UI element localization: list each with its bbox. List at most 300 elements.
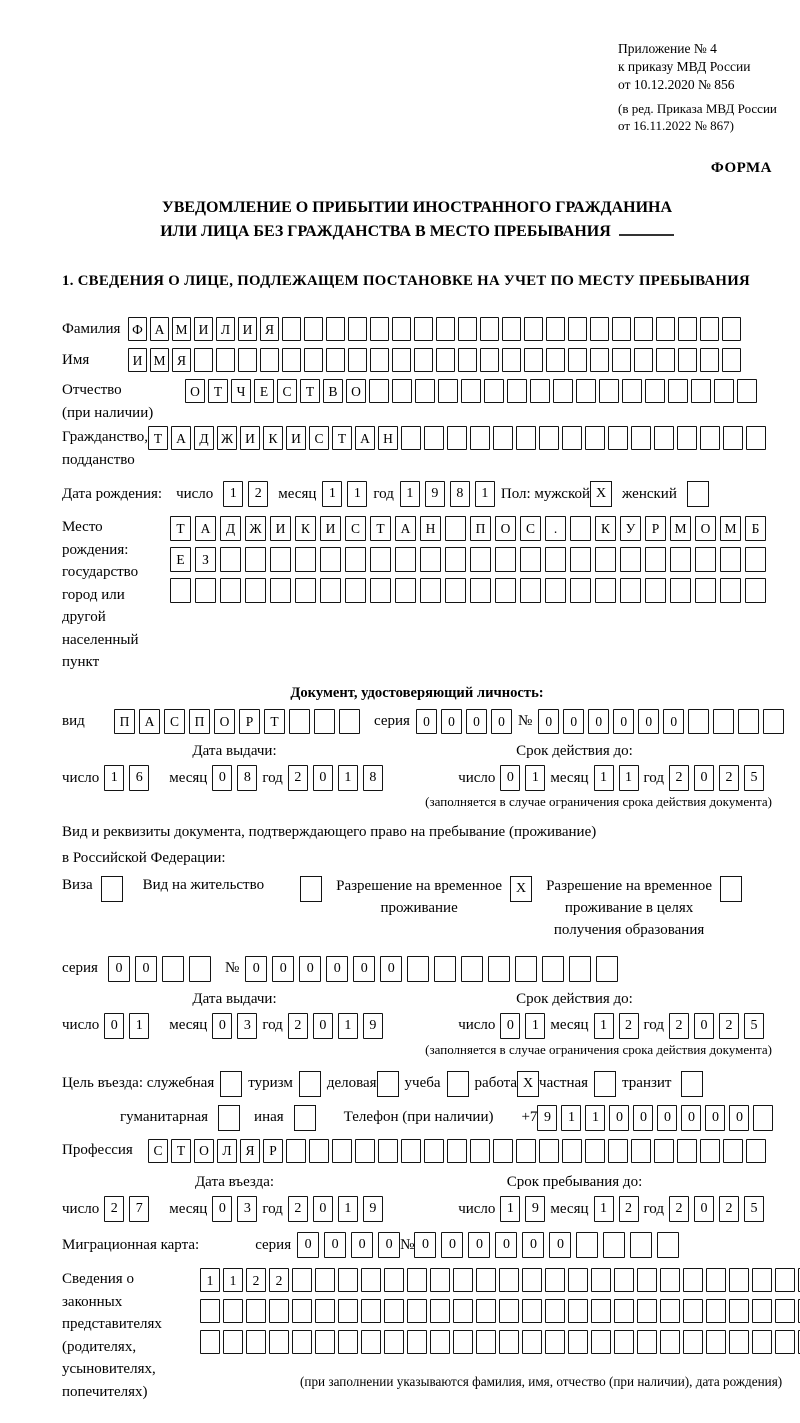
char-box[interactable] [591,1299,611,1323]
char-box[interactable] [614,1330,634,1354]
char-box[interactable] [415,379,435,403]
char-box[interactable] [714,379,734,403]
char-box[interactable]: 0 [212,1196,232,1222]
char-box[interactable] [453,1268,473,1292]
char-box[interactable]: И [320,516,341,541]
char-box[interactable] [424,1139,444,1163]
char-box[interactable] [502,317,521,341]
char-box[interactable] [420,578,441,603]
char-box[interactable] [392,379,412,403]
char-box[interactable]: 8 [450,481,470,507]
char-box[interactable]: А [139,709,160,734]
char-box[interactable] [493,426,513,450]
char-box[interactable]: У [620,516,641,541]
char-box[interactable] [414,348,433,372]
char-box[interactable] [369,379,389,403]
char-box[interactable] [246,1299,266,1323]
char-box[interactable] [520,547,541,572]
char-box[interactable]: Т [264,709,285,734]
char-box[interactable] [569,956,591,982]
char-box[interactable]: 0 [380,956,402,982]
char-box[interactable] [746,426,766,450]
char-box[interactable]: 0 [313,1196,333,1222]
char-box[interactable] [282,317,301,341]
char-box[interactable] [660,1268,680,1292]
char-box[interactable]: 0 [694,1196,714,1222]
char-box[interactable]: 0 [705,1105,725,1131]
char-box[interactable]: 1 [104,765,124,791]
char-box[interactable] [200,1299,220,1323]
char-box[interactable] [245,578,266,603]
char-box[interactable]: 1 [223,1268,243,1292]
char-box[interactable] [700,348,719,372]
char-box[interactable]: 0 [500,1013,520,1039]
char-box[interactable] [630,1232,652,1258]
char-box[interactable]: А [171,426,191,450]
char-box[interactable] [445,516,466,541]
char-box[interactable] [660,1330,680,1354]
char-box[interactable] [539,1139,559,1163]
char-box[interactable]: Р [239,709,260,734]
char-box[interactable] [304,317,323,341]
char-box[interactable]: 2 [248,481,268,507]
char-box[interactable] [753,1105,773,1131]
char-box[interactable] [539,426,559,450]
char-box[interactable]: А [395,516,416,541]
char-box[interactable]: 0 [549,1232,571,1258]
char-box[interactable]: Л [217,1139,237,1163]
char-box[interactable] [596,956,618,982]
char-box[interactable] [729,1330,749,1354]
char-box[interactable] [438,379,458,403]
char-box[interactable] [338,1330,358,1354]
char-box[interactable] [488,956,510,982]
char-box[interactable] [401,426,421,450]
char-box[interactable] [546,348,565,372]
char-box[interactable]: 0 [522,1232,544,1258]
char-box[interactable] [585,1139,605,1163]
char-box[interactable] [562,1139,582,1163]
char-box[interactable] [315,1268,335,1292]
char-box[interactable] [516,1139,536,1163]
char-box[interactable]: 0 [657,1105,677,1131]
char-box[interactable] [507,379,527,403]
char-box[interactable] [775,1268,795,1292]
char-box[interactable]: 9 [363,1013,383,1039]
char-box[interactable]: 0 [491,709,512,734]
checkbox-purpose-official[interactable] [220,1071,242,1097]
char-box[interactable]: 0 [663,709,684,734]
char-box[interactable] [447,1139,467,1163]
char-box[interactable] [407,1299,427,1323]
char-box[interactable] [314,709,335,734]
char-box[interactable] [545,547,566,572]
char-box[interactable] [568,1299,588,1323]
char-box[interactable] [656,317,675,341]
char-box[interactable]: 1 [223,481,243,507]
char-box[interactable] [345,578,366,603]
char-box[interactable]: М [172,317,191,341]
char-box[interactable] [723,1139,743,1163]
char-box[interactable]: 2 [669,1196,689,1222]
char-box[interactable] [590,348,609,372]
char-box[interactable] [220,578,241,603]
char-box[interactable]: П [189,709,210,734]
char-box[interactable] [378,1139,398,1163]
char-box[interactable]: Я [240,1139,260,1163]
char-box[interactable] [282,348,301,372]
char-box[interactable]: О [695,516,716,541]
char-box[interactable] [424,426,444,450]
char-box[interactable] [631,1139,651,1163]
char-box[interactable]: 9 [525,1196,545,1222]
char-box[interactable] [722,317,741,341]
char-box[interactable]: 1 [338,1013,358,1039]
char-box[interactable] [706,1330,726,1354]
char-box[interactable]: Т [170,516,191,541]
char-box[interactable]: 0 [495,1232,517,1258]
char-box[interactable] [603,1232,625,1258]
char-box[interactable] [700,426,720,450]
char-box[interactable]: 0 [353,956,375,982]
char-box[interactable] [476,1268,496,1292]
char-box[interactable] [395,578,416,603]
char-box[interactable] [434,956,456,982]
char-box[interactable] [570,547,591,572]
char-box[interactable] [570,516,591,541]
char-box[interactable] [683,1330,703,1354]
char-box[interactable]: О [194,1139,214,1163]
char-box[interactable]: 2 [669,1013,689,1039]
char-box[interactable] [245,547,266,572]
checkbox-sex-female[interactable] [687,481,709,507]
char-box[interactable]: 2 [288,1013,308,1039]
char-box[interactable] [553,379,573,403]
char-box[interactable] [361,1299,381,1323]
char-box[interactable] [522,1330,542,1354]
char-box[interactable]: Л [216,317,235,341]
char-box[interactable]: 1 [322,481,342,507]
char-box[interactable] [670,547,691,572]
char-box[interactable] [634,348,653,372]
char-box[interactable]: 0 [212,765,232,791]
char-box[interactable] [752,1299,772,1323]
char-box[interactable] [289,709,310,734]
char-box[interactable]: Т [148,426,168,450]
char-box[interactable]: 1 [475,481,495,507]
char-box[interactable]: В [323,379,343,403]
char-box[interactable] [546,317,565,341]
char-box[interactable] [729,1299,749,1323]
char-box[interactable]: С [345,516,366,541]
char-box[interactable]: 1 [561,1105,581,1131]
char-box[interactable] [752,1330,772,1354]
char-box[interactable] [737,379,757,403]
checkbox-purpose-tourism[interactable] [299,1071,321,1097]
char-box[interactable]: М [670,516,691,541]
char-box[interactable] [590,317,609,341]
char-box[interactable] [195,578,216,603]
char-box[interactable] [576,379,596,403]
char-box[interactable] [338,1268,358,1292]
char-box[interactable] [656,348,675,372]
char-box[interactable]: 1 [338,765,358,791]
char-box[interactable]: 1 [347,481,367,507]
char-box[interactable]: 2 [719,1196,739,1222]
char-box[interactable]: Т [370,516,391,541]
checkbox-purpose-private[interactable] [594,1071,616,1097]
char-box[interactable]: 1 [500,1196,520,1222]
char-box[interactable] [688,709,709,734]
char-box[interactable]: И [238,317,257,341]
char-box[interactable] [637,1299,657,1323]
char-box[interactable]: 0 [538,709,559,734]
char-box[interactable]: 2 [288,1196,308,1222]
char-box[interactable]: А [195,516,216,541]
char-box[interactable] [395,547,416,572]
char-box[interactable] [461,379,481,403]
char-box[interactable] [599,379,619,403]
char-box[interactable]: Ж [217,426,237,450]
char-box[interactable] [392,317,411,341]
char-box[interactable] [524,317,543,341]
char-box[interactable] [260,348,279,372]
char-box[interactable] [608,426,628,450]
char-box[interactable]: И [270,516,291,541]
char-box[interactable] [332,1139,352,1163]
char-box[interactable] [480,317,499,341]
char-box[interactable] [545,1268,565,1292]
char-box[interactable] [516,426,536,450]
char-box[interactable]: 0 [324,1232,346,1258]
char-box[interactable] [722,348,741,372]
char-box[interactable]: 0 [313,1013,333,1039]
char-box[interactable] [355,1139,375,1163]
char-box[interactable]: О [185,379,205,403]
char-box[interactable]: 1 [129,1013,149,1039]
char-box[interactable] [738,709,759,734]
char-box[interactable]: 0 [351,1232,373,1258]
char-box[interactable]: 2 [669,765,689,791]
char-box[interactable]: П [114,709,135,734]
char-box[interactable]: 0 [500,765,520,791]
char-box[interactable]: 0 [638,709,659,734]
char-box[interactable] [585,426,605,450]
char-box[interactable] [476,1330,496,1354]
char-box[interactable] [348,317,367,341]
char-box[interactable] [568,1268,588,1292]
char-box[interactable] [295,547,316,572]
char-box[interactable]: 5 [744,765,764,791]
char-box[interactable] [392,348,411,372]
char-box[interactable]: 0 [441,1232,463,1258]
char-box[interactable]: К [263,426,283,450]
char-box[interactable] [189,956,211,982]
char-box[interactable]: 0 [135,956,157,982]
char-box[interactable] [320,578,341,603]
char-box[interactable] [668,379,688,403]
char-box[interactable] [493,1139,513,1163]
char-box[interactable] [270,578,291,603]
char-box[interactable] [436,317,455,341]
char-box[interactable] [670,578,691,603]
char-box[interactable] [620,578,641,603]
char-box[interactable] [309,1139,329,1163]
char-box[interactable]: О [214,709,235,734]
char-box[interactable]: Ф [128,317,147,341]
char-box[interactable] [269,1299,289,1323]
char-box[interactable]: И [194,317,213,341]
checkbox-purpose-business[interactable] [377,1071,399,1097]
char-box[interactable]: 2 [246,1268,266,1292]
char-box[interactable]: 3 [237,1013,257,1039]
char-box[interactable] [430,1299,450,1323]
char-box[interactable] [576,1232,598,1258]
char-box[interactable] [775,1330,795,1354]
char-box[interactable]: 0 [297,1232,319,1258]
char-box[interactable] [746,1139,766,1163]
char-box[interactable]: 0 [299,956,321,982]
char-box[interactable] [270,547,291,572]
char-box[interactable] [713,709,734,734]
char-box[interactable]: 0 [212,1013,232,1039]
char-box[interactable] [326,317,345,341]
char-box[interactable]: С [520,516,541,541]
char-box[interactable] [495,547,516,572]
char-box[interactable]: С [277,379,297,403]
char-box[interactable] [269,1330,289,1354]
char-box[interactable] [339,709,360,734]
char-box[interactable] [246,1330,266,1354]
char-box[interactable] [720,578,741,603]
char-box[interactable]: С [148,1139,168,1163]
char-box[interactable] [470,1139,490,1163]
char-box[interactable] [645,379,665,403]
char-box[interactable]: 2 [619,1196,639,1222]
char-box[interactable] [595,578,616,603]
checkbox-temp-residence-edu[interactable] [720,876,742,902]
char-box[interactable] [763,709,784,734]
char-box[interactable] [223,1330,243,1354]
char-box[interactable] [700,317,719,341]
char-box[interactable] [407,956,429,982]
char-box[interactable] [530,379,550,403]
char-box[interactable] [370,547,391,572]
char-box[interactable] [200,1330,220,1354]
char-box[interactable] [775,1299,795,1323]
char-box[interactable]: С [309,426,329,450]
char-box[interactable] [568,317,587,341]
char-box[interactable]: 1 [594,1013,614,1039]
char-box[interactable]: 0 [468,1232,490,1258]
char-box[interactable] [678,348,697,372]
char-box[interactable] [677,1139,697,1163]
char-box[interactable] [612,348,631,372]
char-box[interactable]: 9 [363,1196,383,1222]
char-box[interactable]: 0 [588,709,609,734]
char-box[interactable]: 0 [416,709,437,734]
char-box[interactable]: 8 [237,765,257,791]
char-box[interactable] [480,348,499,372]
char-box[interactable]: 1 [619,765,639,791]
char-box[interactable]: 0 [245,956,267,982]
char-box[interactable] [223,1299,243,1323]
char-box[interactable] [745,578,766,603]
char-box[interactable]: 0 [104,1013,124,1039]
checkbox-purpose-transit[interactable] [681,1071,703,1097]
char-box[interactable] [458,317,477,341]
char-box[interactable] [292,1330,312,1354]
char-box[interactable]: Е [254,379,274,403]
char-box[interactable] [502,348,521,372]
char-box[interactable] [568,1330,588,1354]
char-box[interactable]: 5 [744,1196,764,1222]
char-box[interactable]: 0 [108,956,130,982]
char-box[interactable]: 1 [525,1013,545,1039]
char-box[interactable] [683,1268,703,1292]
char-box[interactable]: 0 [694,765,714,791]
char-box[interactable] [706,1268,726,1292]
char-box[interactable] [637,1330,657,1354]
char-box[interactable]: 0 [729,1105,749,1131]
char-box[interactable] [430,1330,450,1354]
char-box[interactable]: 1 [594,765,614,791]
char-box[interactable] [348,348,367,372]
char-box[interactable]: И [286,426,306,450]
char-box[interactable] [407,1268,427,1292]
char-box[interactable] [216,348,235,372]
char-box[interactable]: 8 [363,765,383,791]
char-box[interactable] [612,317,631,341]
char-box[interactable] [499,1299,519,1323]
char-box[interactable]: 0 [694,1013,714,1039]
char-box[interactable] [162,956,184,982]
char-box[interactable] [384,1330,404,1354]
char-box[interactable]: 3 [237,1196,257,1222]
char-box[interactable]: 2 [619,1013,639,1039]
char-box[interactable] [545,1330,565,1354]
char-box[interactable] [562,426,582,450]
char-box[interactable] [720,547,741,572]
char-box[interactable] [495,578,516,603]
char-box[interactable]: 1 [585,1105,605,1131]
char-box[interactable]: Д [220,516,241,541]
char-box[interactable]: 0 [609,1105,629,1131]
char-box[interactable]: Т [332,426,352,450]
char-box[interactable]: К [295,516,316,541]
char-box[interactable] [436,348,455,372]
char-box[interactable] [326,348,345,372]
char-box[interactable] [484,379,504,403]
char-box[interactable]: 0 [313,765,333,791]
checkbox-temp-residence[interactable]: X [510,876,532,902]
char-box[interactable] [170,578,191,603]
char-box[interactable]: 0 [441,709,462,734]
char-box[interactable]: 1 [525,765,545,791]
char-box[interactable]: И [128,348,147,372]
char-box[interactable]: 0 [326,956,348,982]
char-box[interactable] [545,578,566,603]
char-box[interactable] [568,348,587,372]
char-box[interactable] [678,317,697,341]
char-box[interactable] [677,426,697,450]
char-box[interactable] [420,547,441,572]
char-box[interactable]: А [150,317,169,341]
char-box[interactable]: 2 [719,765,739,791]
char-box[interactable]: Е [170,547,191,572]
checkbox-purpose-other[interactable] [294,1105,316,1131]
char-box[interactable]: К [595,516,616,541]
